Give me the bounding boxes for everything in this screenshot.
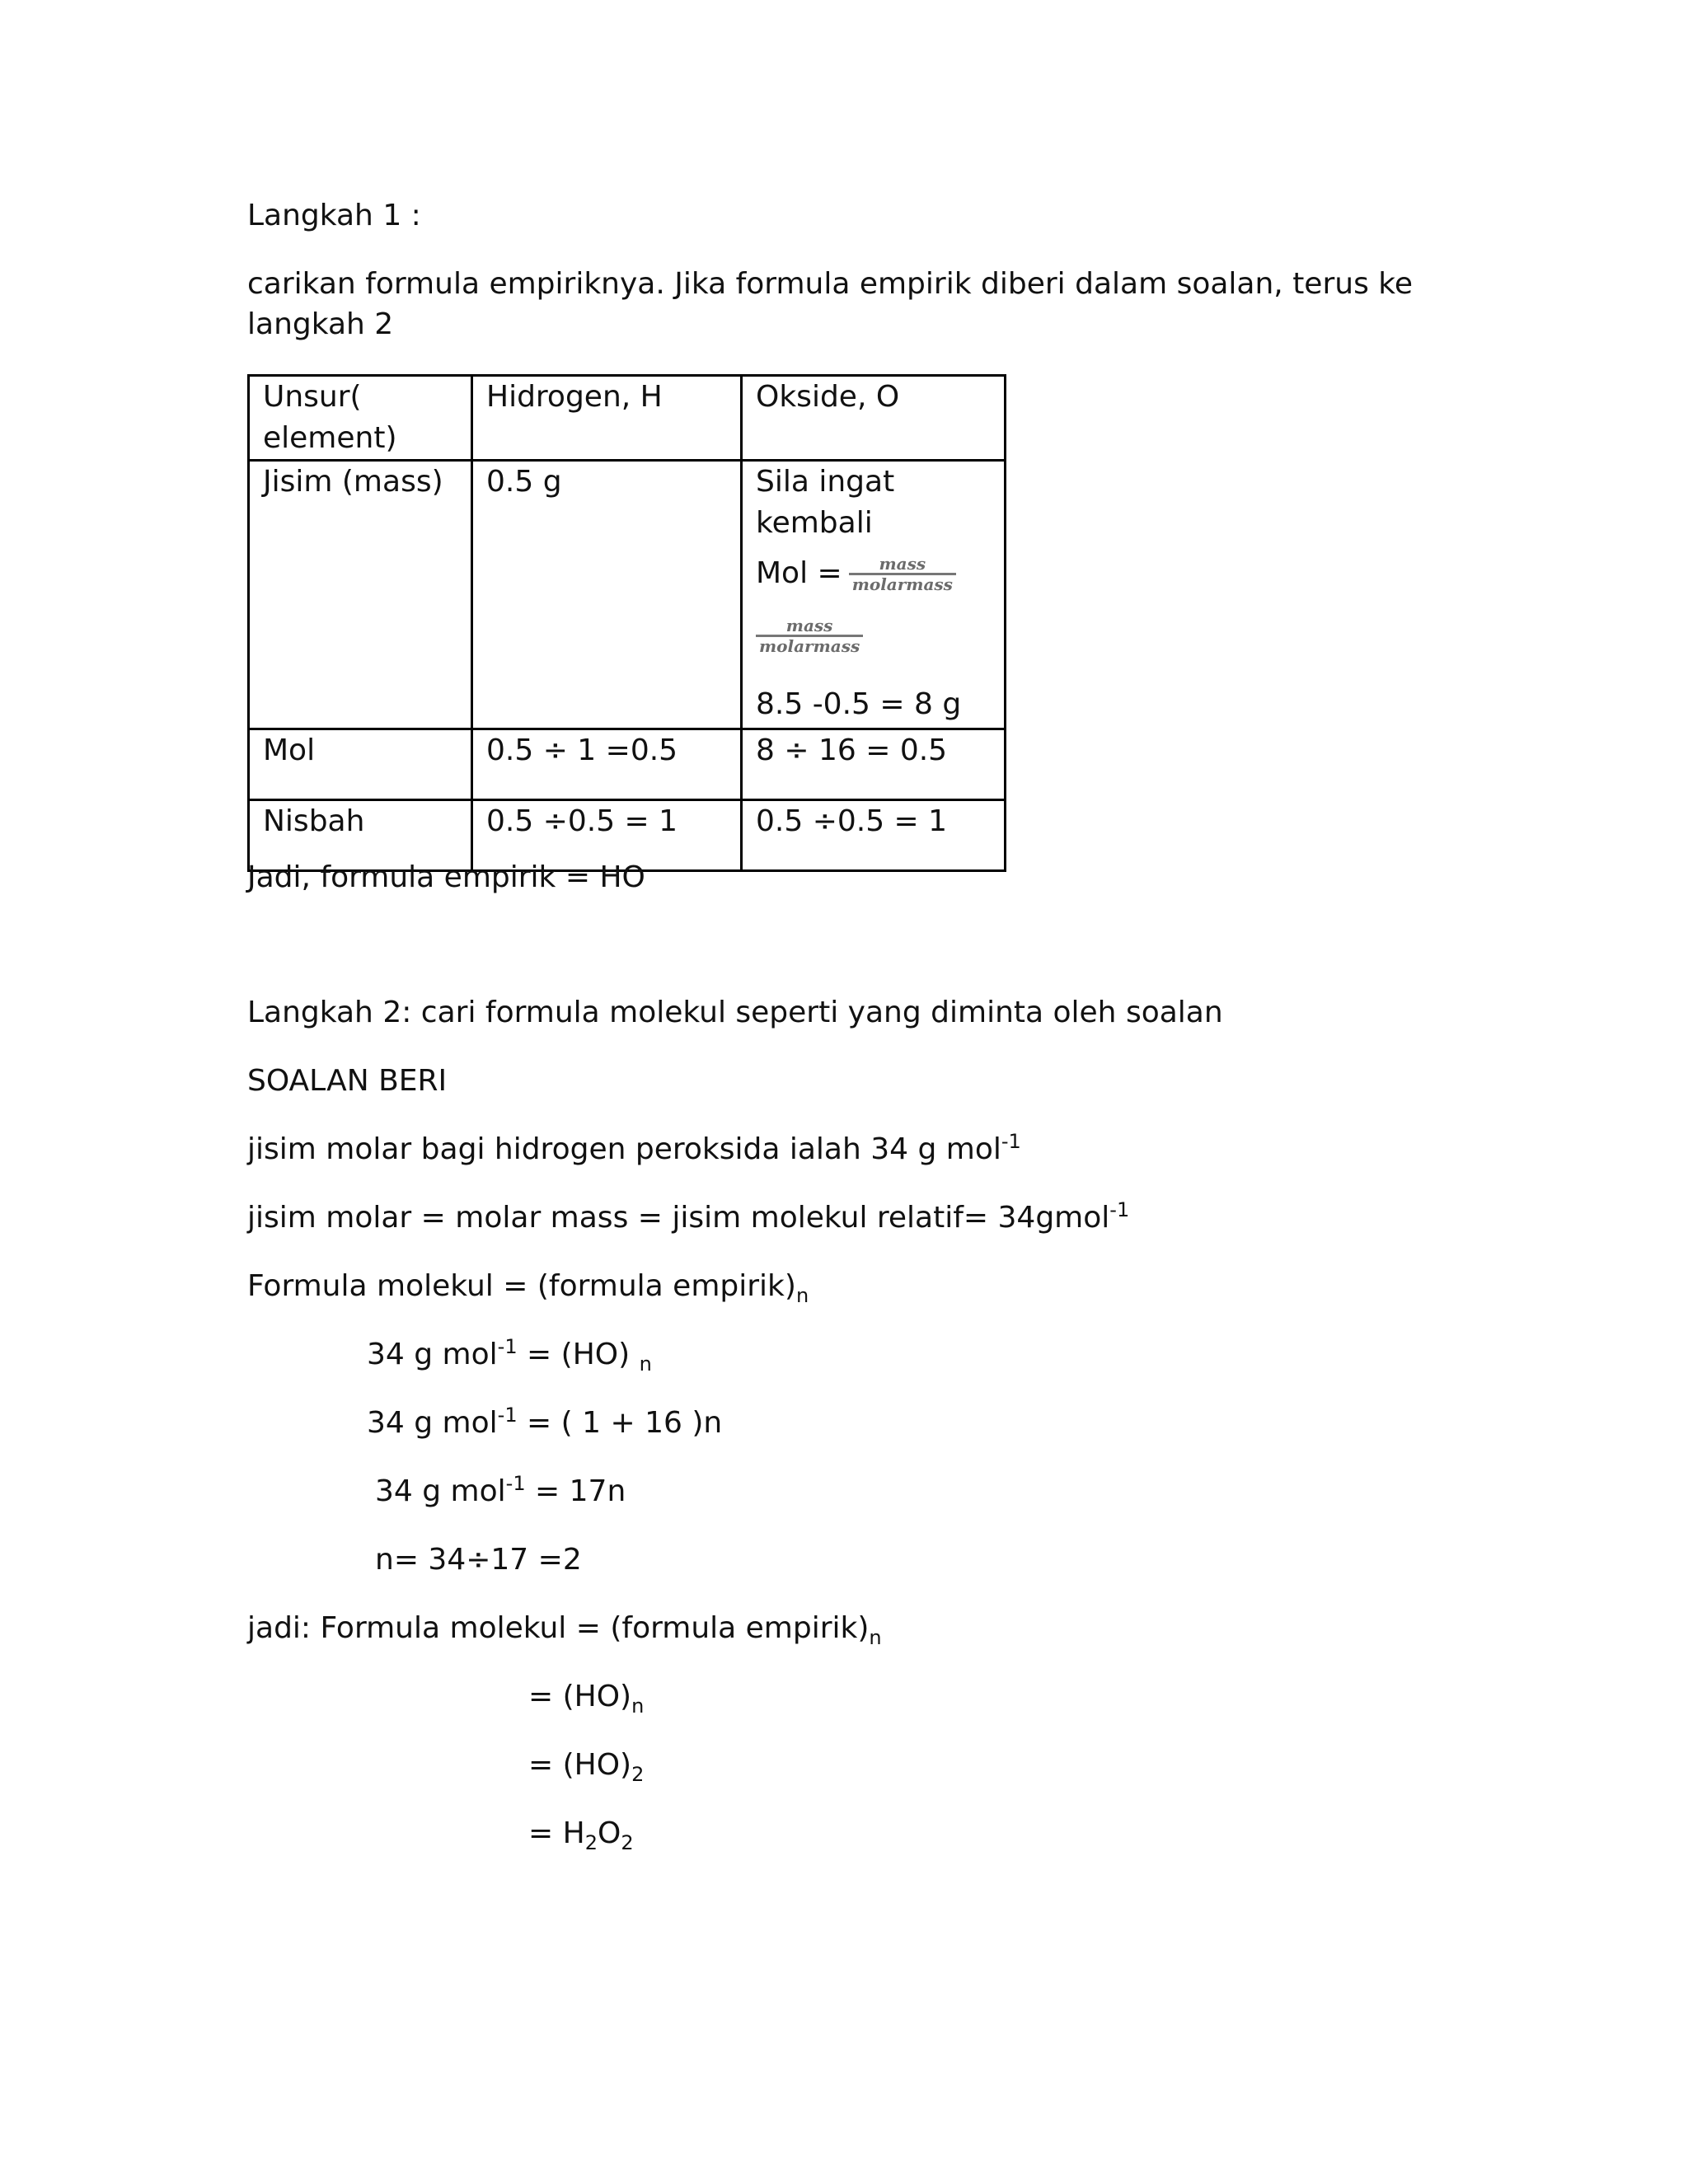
oxygen-note: Sila ingat kembali — [756, 465, 895, 540]
given-text: jisim molar bagi hidrogen peroksida ialah 34 g mol — [247, 1132, 1001, 1166]
table-header-row — [249, 376, 1006, 461]
final-eq-1 — [528, 1676, 644, 1718]
molar-mass-definition — [247, 1197, 1129, 1239]
eq2-text: = (HO) — [528, 1748, 632, 1782]
step2-heading: Langkah 2: cari formula molekul seperti yang diminta oleh soalan — [247, 996, 1223, 1029]
calc-line-4: n= 34÷17 =2 — [375, 1543, 582, 1577]
step1-instruction-line1: carikan formula empiriknya. Jika formula empirik diberi dalam soalan, terus ke — [247, 267, 1413, 301]
mol-prefix: Mol = — [756, 556, 842, 590]
calc1-sup: -1 — [497, 1335, 518, 1358]
given-molar-mass — [247, 1129, 1021, 1170]
final-text: jadi: Formula molekul = (formula empirik) — [247, 1611, 870, 1645]
fraction-numerator: mass — [756, 616, 863, 637]
calc2-a: 34 g mol — [367, 1406, 498, 1440]
table-row-mol — [249, 729, 1006, 800]
eq2-sub: 2 — [631, 1763, 645, 1787]
eq1-text: = (HO) — [528, 1680, 632, 1713]
step1-instruction-line2: langkah 2 — [247, 307, 394, 341]
fraction-denominator: molarmass — [851, 574, 953, 594]
mol-formula-line — [756, 544, 991, 603]
calc3-sup: -1 — [505, 1472, 526, 1495]
mol-label: Mol — [249, 729, 472, 800]
calc2-sup: -1 — [497, 1404, 518, 1427]
mass-hydrogen: 0.5 g — [472, 461, 742, 729]
ratio-oxygen: 0.5 ÷0.5 = 1 — [742, 800, 1006, 871]
header-element: Unsur( element) — [249, 376, 472, 461]
oxygen-mass-value: 8.5 -0.5 = 8 g — [756, 687, 962, 721]
formula-sub: n — [795, 1284, 809, 1308]
step1-heading: Langkah 1 : — [247, 199, 421, 232]
fraction-line-2 — [756, 603, 991, 668]
given-sup: -1 — [1001, 1130, 1021, 1153]
mass-over-molarmass-fraction-2 — [756, 616, 863, 655]
final-eq-3 — [528, 1813, 634, 1854]
calc1-a: 34 g mol — [367, 1338, 498, 1371]
fraction-numerator: mass — [849, 555, 956, 575]
header-hydrogen: Hidrogen, H — [472, 376, 742, 461]
header-oxygen: Okside, O — [742, 376, 1006, 461]
given-label: SOALAN BERI — [247, 1064, 448, 1098]
formula-text: Formula molekul = (formula empirik) — [247, 1269, 796, 1303]
eq3-b: O — [597, 1816, 621, 1850]
molar-text: jisim molar = molar mass = jisim molekul relatif= 34gmol — [247, 1201, 1110, 1235]
empirical-formula-table — [247, 374, 1006, 872]
ratio-hydrogen: 0.5 ÷0.5 = 1 — [472, 800, 742, 871]
molar-sup: -1 — [1109, 1198, 1130, 1221]
table-row-mass — [249, 461, 1006, 729]
final-eq-2 — [528, 1745, 644, 1786]
final-formula-line — [247, 1608, 882, 1649]
calc3-a: 34 g mol — [375, 1474, 506, 1508]
fraction-denominator: molarmass — [759, 635, 860, 656]
calc-line-2 — [367, 1403, 722, 1444]
molecular-formula-definition — [247, 1266, 809, 1307]
eq3-sub2: 2 — [621, 1831, 634, 1855]
eq3-sub1: 2 — [584, 1831, 598, 1855]
mol-oxygen: 8 ÷ 16 = 0.5 — [742, 729, 1006, 800]
mass-label: Jisim (mass) — [249, 461, 472, 729]
mol-hydrogen: 0.5 ÷ 1 =0.5 — [472, 729, 742, 800]
calc-line-1 — [367, 1334, 652, 1376]
calc2-b: = ( 1 + 16 )n — [517, 1406, 723, 1440]
ratio-label: Nisbah — [249, 800, 472, 871]
mass-over-molarmass-fraction — [849, 555, 956, 593]
eq3-a: = H — [528, 1816, 585, 1850]
calc3-b: = 17n — [525, 1474, 626, 1508]
mass-oxygen-cell — [742, 461, 1006, 729]
final-sub: n — [869, 1626, 882, 1650]
calc-line-3 — [375, 1471, 626, 1512]
eq1-sub: n — [631, 1694, 645, 1718]
empirical-conclusion: Jadi, formula empirik = HO — [247, 860, 645, 894]
calc1-sub: n — [639, 1352, 652, 1376]
calc1-b: = (HO) — [517, 1338, 640, 1371]
